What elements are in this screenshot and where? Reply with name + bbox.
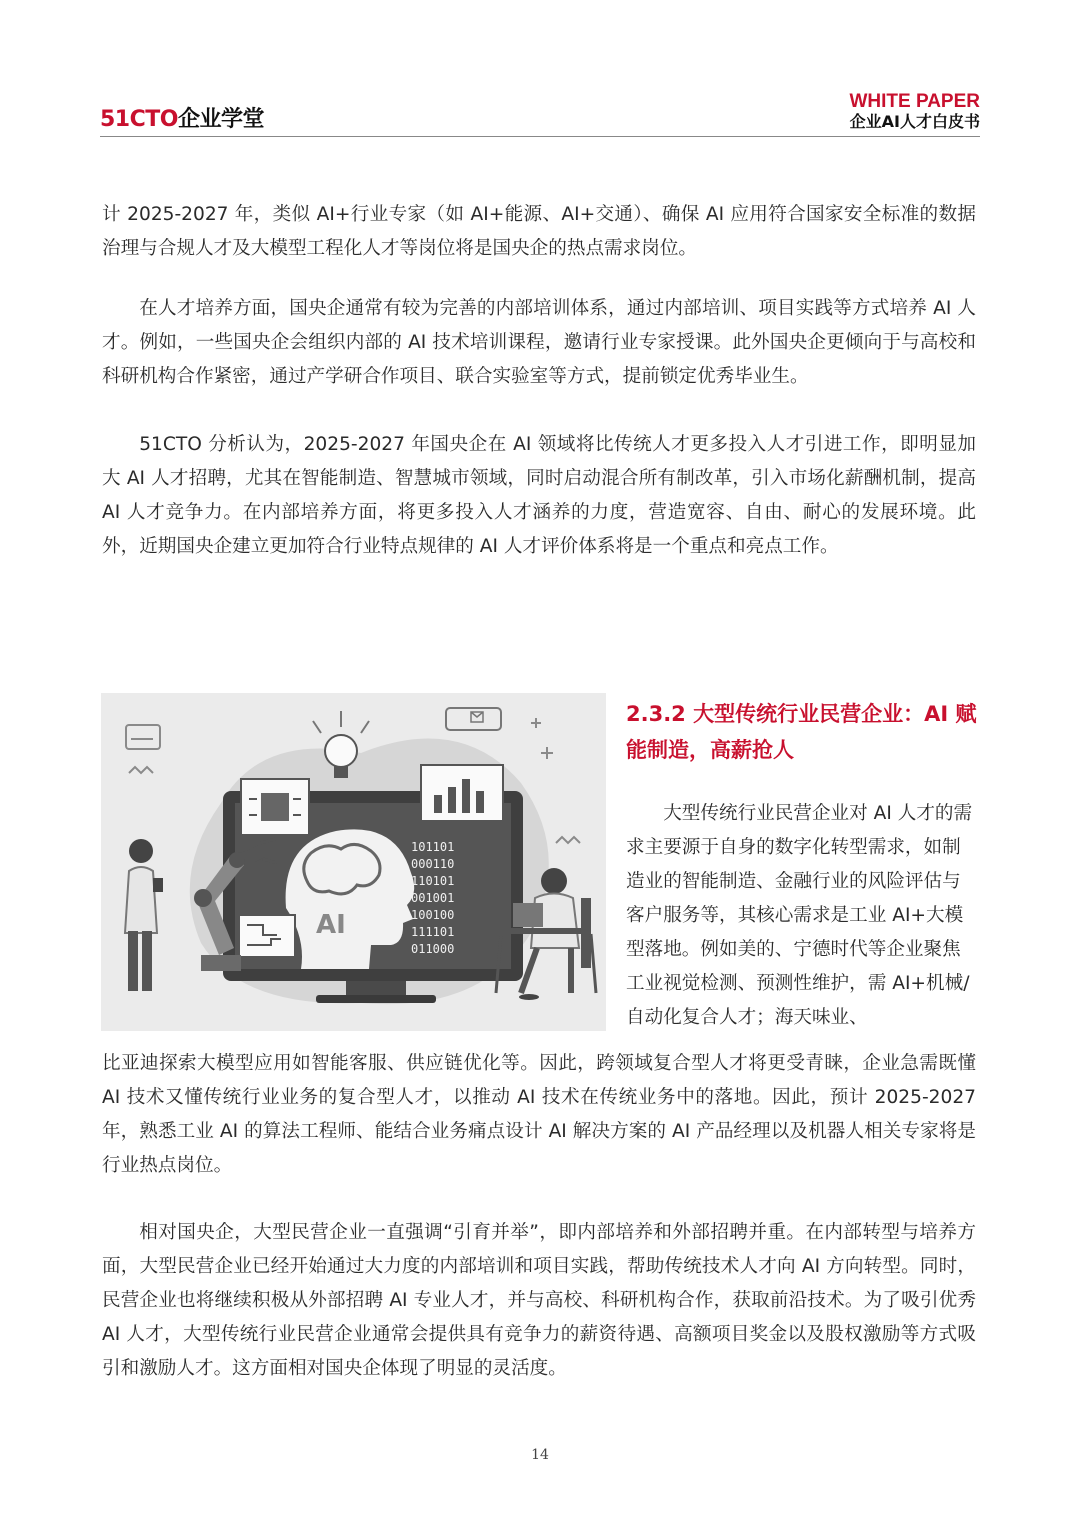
page-number: 14 bbox=[531, 1447, 549, 1463]
white-paper-title: WHITE PAPER bbox=[849, 91, 980, 112]
header-divider bbox=[100, 136, 980, 137]
logo bbox=[100, 102, 264, 133]
paragraph-2: 在人才培养方面，国央企通常有较为完善的内部培训体系，通过内部培训、项目实践等方式培养 AI 人才。例如，一些国央企会组织内部的 AI 技术培训课程，邀请行业专家授课。此外国央企更倾向于与高校和科研机构合作紧密，通过产学研合作项目、联合实验室等方式，提前锁定优秀毕业生。 bbox=[102, 298, 976, 387]
binary-line: 110101 bbox=[411, 874, 455, 888]
binary-line: 001001 bbox=[411, 891, 455, 905]
paragraph-1: 计 2025-2027 年，类似 AI+行业专家（如 AI+能源、AI+交通）、确保 AI 应用符合国家安全标准的数据治理与合规人才及大模型工程化人才等岗位将是国央企的热点需求岗位。 bbox=[102, 204, 976, 259]
page-header bbox=[100, 88, 980, 140]
logo-brand: 51CTO bbox=[100, 107, 178, 132]
binary-line: 111101 bbox=[411, 925, 455, 939]
ai-illustration bbox=[101, 693, 606, 1031]
binary-text bbox=[411, 840, 454, 956]
section-continued-text: 比亚迪探索大模型应用如智能客服、供应链优化等。因此，跨领域复合型人才将更受青睐，企业急需既懂 AI 技术又懂传统行业业务的复合型人才，以推动 AI 技术在传统业务中的落地。因此，预计 2025-2027 年，熟悉工业 AI 的算法工程师、能结合业务痛点设计 AI 解决方案的 AI 产品经理以及机器人相关专家将是行业热点岗位。 bbox=[102, 1053, 976, 1176]
white-paper-subtitle: 企业AI人才白皮书 bbox=[849, 112, 980, 131]
ai-label: AI bbox=[316, 910, 346, 940]
paragraph-3: 51CTO 分析认为，2025-2027 年国央企在 AI 领域将比传统人才更多投入人才引进工作，即明显加大 AI 人才招聘，尤其在智能制造、智慧城市领域，同时启动混合所有制改革，引入市场化薪酬机制，提高 AI 人才竞争力。在内部培养方面，将更多投入人才涵养的力度，营造宽容、自由、耐心的发展环境。此外，近期国央企建立更加符合行业特点规律的 AI 人才评价体系将是一个重点和亮点工作。 bbox=[102, 434, 976, 557]
white-paper-label bbox=[849, 92, 980, 132]
binary-line: 000110 bbox=[411, 857, 455, 871]
paragraph-last: 相对国央企，大型民营企业一直强调“引育并举”，即内部培养和外部招聘并重。在内部转型与培养方面，大型民营企业已经开始通过大力度的内部培训和项目实践，帮助传统技术人才向 AI 方向转型。同时，民营企业也将继续积极从外部招聘 AI 专业人才，并与高校、科研机构合作，获取前沿技术。为了吸引优秀 AI 人才，大型传统行业民营企业通常会提供具有竞争力的薪资待遇、高额项目奖金以及股权激励等方式吸引和激励人才。这方面相对国央企体现了明显的灵活度。 bbox=[102, 1222, 976, 1379]
section-heading: 2.3.2 大型传统行业民营企业：AI 赋能制造，高薪抢人 bbox=[626, 702, 977, 762]
binary-line: 011000 bbox=[411, 942, 455, 956]
logo-sub: 企业学堂 bbox=[177, 107, 264, 132]
ai-illustration-svg bbox=[101, 693, 606, 1031]
section-side-text: 大型传统行业民营企业对 AI 人才的需求主要源于自身的数字化转型需求，如制造业的智能制造、金融行业的风险评估与客户服务等，其核心需求是工业 AI+大模型落地。例如美的、宁德时代等企业聚焦工业视觉检测、预测性维护，需 AI+机械/自动化复合人才；海天味业、 bbox=[626, 803, 973, 1028]
binary-line: 100100 bbox=[411, 908, 455, 922]
binary-line: 101101 bbox=[411, 840, 455, 854]
